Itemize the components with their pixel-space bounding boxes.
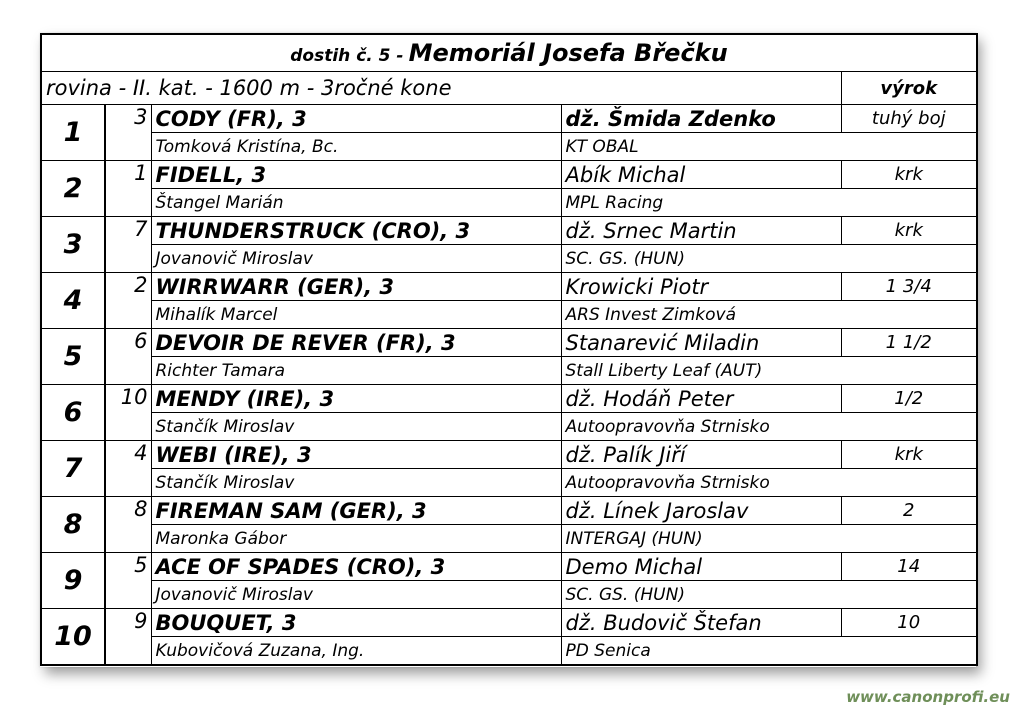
entry-row: [41, 105, 977, 133]
owner-name: KT OBAL: [561, 133, 977, 161]
race-name: Memoriál Josefa Břečku: [408, 39, 728, 67]
start-number: 2: [105, 273, 151, 329]
watermark: www.canonprofi.eu: [846, 688, 1010, 706]
start-number: 4: [105, 441, 151, 497]
entry-row: [41, 553, 977, 581]
placing: 5: [41, 329, 105, 385]
verdict: 1 3/4: [841, 273, 977, 301]
conditions-row: [41, 72, 977, 105]
verdict: 10: [841, 609, 977, 637]
verdict: krk: [841, 161, 977, 189]
entry-row: [41, 609, 977, 637]
entry-row: [41, 441, 977, 469]
trainer-name: Jovanovič Miroslav: [151, 581, 561, 609]
jockey-name: Demo Michal: [561, 553, 841, 581]
horse-name: WEBI (IRE), 3: [151, 441, 561, 469]
trainer-name: Štangel Marián: [151, 189, 561, 217]
placing: 10: [41, 609, 105, 666]
jockey-name: Krowicki Piotr: [561, 273, 841, 301]
jockey-name: dž. Línek Jaroslav: [561, 497, 841, 525]
jockey-name: Abík Michal: [561, 161, 841, 189]
horse-name: DEVOIR DE REVER (FR), 3: [151, 329, 561, 357]
entry-row: [41, 497, 977, 525]
start-number: 3: [105, 105, 151, 161]
jockey-name: dž. Palík Jiří: [561, 441, 841, 469]
verdict: tuhý boj: [841, 105, 977, 133]
verdict: 14: [841, 553, 977, 581]
owner-name: PD Senica: [561, 637, 977, 666]
trainer-name: Tomková Kristína, Bc.: [151, 133, 561, 161]
start-number: 6: [105, 329, 151, 385]
jockey-name: dž. Hodáň Peter: [561, 385, 841, 413]
trainer-name: Maronka Gábor: [151, 525, 561, 553]
start-number: 5: [105, 553, 151, 609]
title-row: [41, 34, 977, 72]
owner-name: Stall Liberty Leaf (AUT): [561, 357, 977, 385]
placing: 4: [41, 273, 105, 329]
entry-row: [41, 385, 977, 413]
entry-row: [41, 273, 977, 301]
horse-name: WIRRWARR (GER), 3: [151, 273, 561, 301]
owner-name: Autoopravovňa Strnisko: [561, 413, 977, 441]
results-table: [40, 33, 978, 666]
placing: 1: [41, 105, 105, 161]
race-number: dostih č. 5 -: [290, 46, 404, 66]
verdict: 2: [841, 497, 977, 525]
entry-detail-row: [41, 525, 977, 553]
entry-detail-row: [41, 133, 977, 161]
owner-name: Autoopravovňa Strnisko: [561, 469, 977, 497]
trainer-name: Stančík Miroslav: [151, 413, 561, 441]
owner-name: INTERGAJ (HUN): [561, 525, 977, 553]
horse-name: MENDY (IRE), 3: [151, 385, 561, 413]
owner-name: SC. GS. (HUN): [561, 581, 977, 609]
placing: 7: [41, 441, 105, 497]
entry-detail-row: [41, 581, 977, 609]
jockey-name: Stanarević Miladin: [561, 329, 841, 357]
placing: 8: [41, 497, 105, 553]
trainer-name: Kubovičová Zuzana, Ing.: [151, 637, 561, 666]
jockey-name: dž. Šmida Zdenko: [561, 105, 841, 133]
race-conditions: rovina - II. kat. - 1600 m - 3ročné kone: [41, 72, 841, 105]
start-number: 10: [105, 385, 151, 441]
horse-name: CODY (FR), 3: [151, 105, 561, 133]
entry-detail-row: [41, 189, 977, 217]
start-number: 1: [105, 161, 151, 217]
trainer-name: Stančík Miroslav: [151, 469, 561, 497]
jockey-name: dž. Srnec Martin: [561, 217, 841, 245]
entry-row: [41, 161, 977, 189]
owner-name: MPL Racing: [561, 189, 977, 217]
verdict: 1 1/2: [841, 329, 977, 357]
start-number: 8: [105, 497, 151, 553]
start-number: 9: [105, 609, 151, 666]
verdict: krk: [841, 217, 977, 245]
trainer-name: Mihalík Marcel: [151, 301, 561, 329]
entry-row: [41, 217, 977, 245]
entry-detail-row: [41, 469, 977, 497]
trainer-name: Jovanovič Miroslav: [151, 245, 561, 273]
entry-detail-row: [41, 637, 977, 666]
race-title: [41, 34, 977, 72]
entry-row: [41, 329, 977, 357]
horse-name: FIREMAN SAM (GER), 3: [151, 497, 561, 525]
placing: 6: [41, 385, 105, 441]
start-number: 7: [105, 217, 151, 273]
trainer-name: Richter Tamara: [151, 357, 561, 385]
verdict: krk: [841, 441, 977, 469]
entry-detail-row: [41, 301, 977, 329]
horse-name: FIDELL, 3: [151, 161, 561, 189]
verdict: 1/2: [841, 385, 977, 413]
entry-detail-row: [41, 357, 977, 385]
owner-name: SC. GS. (HUN): [561, 245, 977, 273]
horse-name: THUNDERSTRUCK (CRO), 3: [151, 217, 561, 245]
verdict-header: výrok: [841, 72, 977, 105]
entry-detail-row: [41, 245, 977, 273]
entry-detail-row: [41, 413, 977, 441]
placing: 9: [41, 553, 105, 609]
jockey-name: dž. Budovič Štefan: [561, 609, 841, 637]
horse-name: BOUQUET, 3: [151, 609, 561, 637]
horse-name: ACE OF SPADES (CRO), 3: [151, 553, 561, 581]
owner-name: ARS Invest Zimková: [561, 301, 977, 329]
placing: 3: [41, 217, 105, 273]
placing: 2: [41, 161, 105, 217]
